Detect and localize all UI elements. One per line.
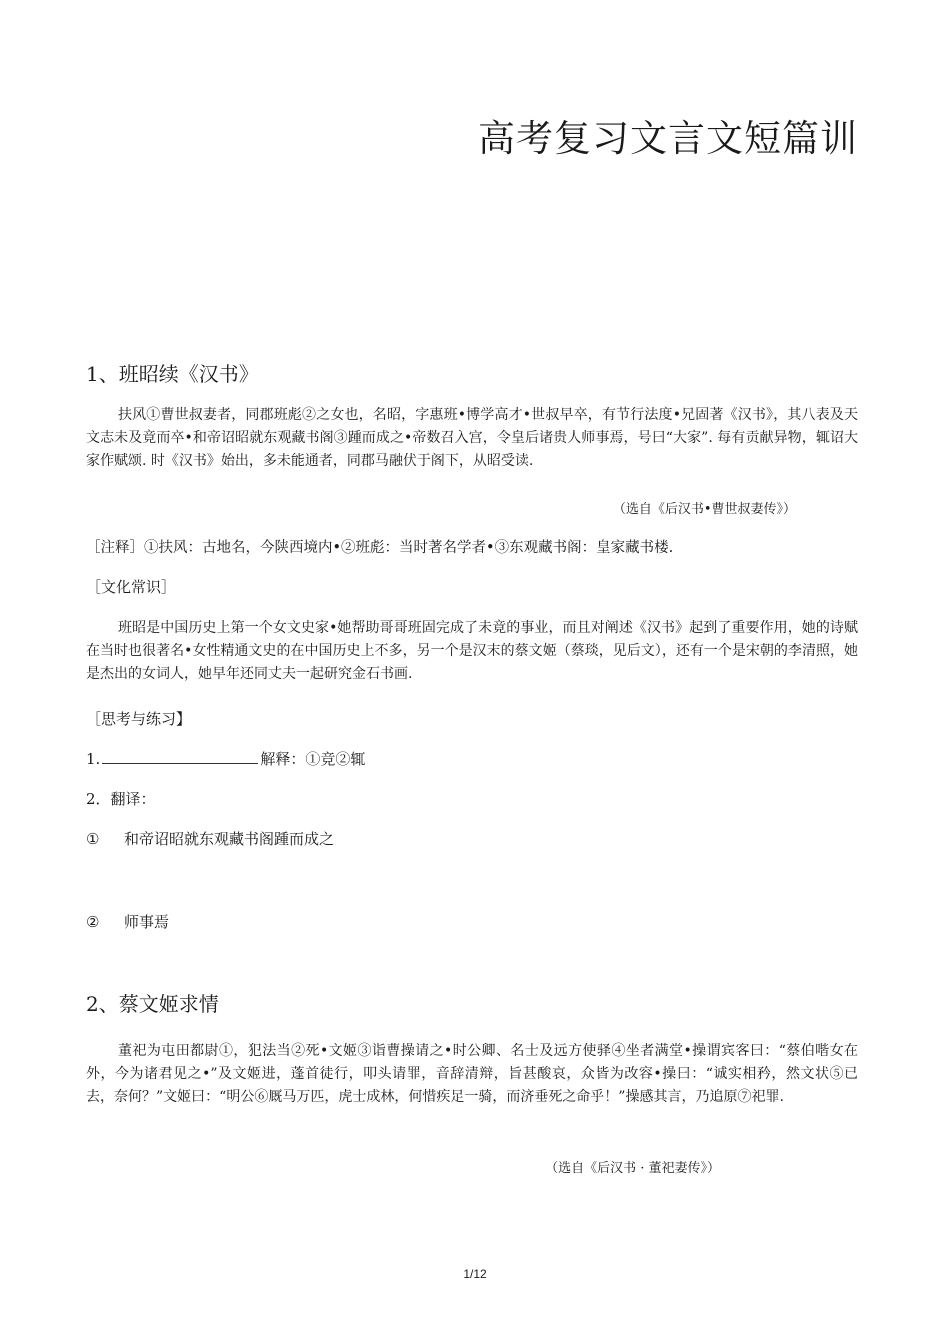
translation-item-1 <box>86 828 334 849</box>
question-2: 2．翻译： <box>86 790 156 808</box>
question-1-number: 1. <box>86 750 101 768</box>
page-title: 高考复习文言文短篇训 <box>478 117 858 160</box>
question-1-text: 解释：①竞②辄 <box>260 750 366 768</box>
culture-text: 班昭是中国历史上第一个女文史家•她帮助哥哥班固完成了未竟的事业，而且对阐述《汉书》起到了重要作用，她的诗赋在当时也很著名•女性精通文史的在中国历史上不多，另一个是汉末的蔡文姬（蔡琰，见后文），还有一个是宋朝的李清照，她是杰出的女词人，她早年还同丈夫一起研究金石书画. <box>86 620 858 682</box>
translation-item-1-text: 和帝诏昭就东观藏书阁踵而成之 <box>124 830 335 848</box>
answer-blank[interactable] <box>102 749 258 764</box>
section1-source: （选自《后汉书•曹世叔妻传》） <box>612 502 796 517</box>
translation-item-1-number: ① <box>86 830 100 848</box>
translation-item-2-text: 师事焉 <box>124 913 170 931</box>
section2-heading: 2、蔡文姬求情 <box>86 992 219 1016</box>
section2-passage: 董祀为屯田都尉①，犯法当②死•文姬③诣曹操请之•时公卿、名士及远方使驿④坐者满堂•操谓宾客曰：“蔡伯喈女在外，今为诸君见之•”及文姬进，蓬首徒行，叩头请罪，音辞清辩，旨甚酸哀，众皆为改容•操曰：“诚实相矜，然文状⑤已去，奈何？”文姬曰：“明公⑥厩马万匹，虎士成林，何惜疾足一骑，而济垂死之命乎！”操感其言，乃追原⑦祀罪. <box>86 1043 858 1105</box>
section1-passage: 扶风①曹世叔妻者，同郡班彪②之女也，名昭，字惠班•博学高才•世叔早卒，有节行法度•兄固著《汉书》，其八表及天文志未及竟而卒•和帝诏昭就东观藏书阁③踵而成之•帝数召入宫，令皇后诸贵人师事焉，号曰“大家”. 每有贡献异物，辄诏大家作赋颂. 时《汉书》始出，多未能通者，同郡马融伏于阁下，从昭受读. <box>86 407 858 469</box>
page-number: 1/12 <box>463 1267 487 1281</box>
section1-heading: 1、班昭续《汉书》 <box>86 362 259 386</box>
culture-heading: ［文化常识］ <box>86 578 177 596</box>
translation-item-2-number: ② <box>86 913 100 931</box>
section1-notes: ［注释］①扶风：古地名，今陕西境内•②班彪：当时著名学者•③东观藏书阁：皇家藏书楼. <box>86 540 674 556</box>
section2-source: （选自《后汉书 · 董祀妻传》） <box>545 1161 720 1176</box>
question-1 <box>86 748 365 769</box>
translation-item-2 <box>86 911 169 932</box>
exercise-heading: ［思考与练习】 <box>86 710 192 728</box>
